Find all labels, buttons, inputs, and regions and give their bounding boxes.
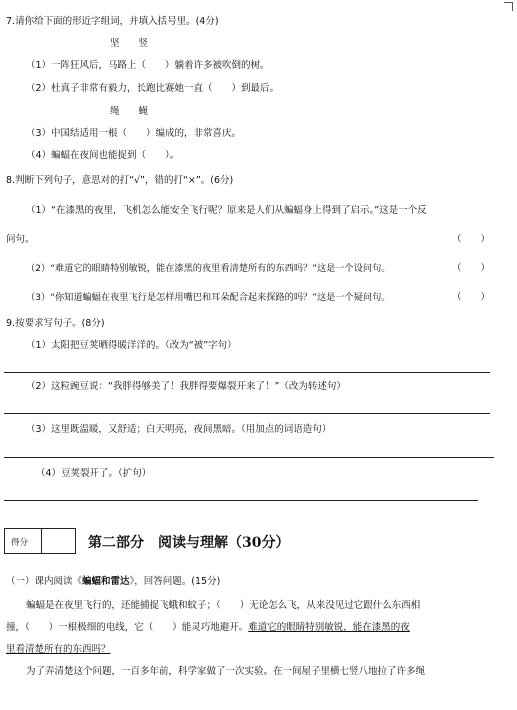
score-label: 得分 — [11, 538, 29, 548]
q7-chars-group1: 坚 竖 — [110, 38, 149, 49]
q8-answer2-parens: （ ） — [452, 263, 491, 274]
reading-p1-line2-text: 撞，（ ）一根极细的电线，它（ ）能灵巧地避开。 — [6, 622, 249, 633]
reading-heading-post: 》，回答问题。(15分) — [129, 576, 221, 587]
q9-sentence3: （3）这里既温暖，又舒适；白天明亮，夜间黑暗。（用加点的词语造句） — [26, 424, 332, 435]
reading-paragraph1-line3: 里看清楚所有的东西吗？ — [6, 644, 111, 655]
reading-paragraph1-line2 — [6, 622, 410, 634]
q9-answer-line1[interactable] — [4, 372, 490, 373]
reading-heading — [6, 576, 220, 588]
score-box — [4, 528, 76, 554]
q8-title: 8.判断下列句子，意思对的打“√”，错的打“×”。(6分) — [6, 175, 234, 186]
q8-sentence1-line2: 问句。 — [6, 234, 35, 245]
q7-sentence3: （3）中国结适用一根（ ）编成的，非常喜庆。 — [26, 128, 242, 139]
q8-answer3-parens: （ ） — [452, 292, 491, 303]
reading-p1-underlined-question: 难道它的眼睛特别敏锐，能在漆黑的夜 — [248, 622, 410, 633]
q9-sentence2: （2）这粒豌豆说：“我胖得够美了！我胖得要爆裂开来了！”（改为转述句） — [26, 381, 346, 392]
q8-answer1-parens: （ ） — [452, 234, 491, 245]
q7-sentence2: （2）杜真子非常有毅力，长跑比赛她一直（ ）到最后。 — [26, 83, 280, 94]
q9-sentence4: （4）豆荚裂开了。（扩句） — [36, 468, 152, 479]
q7-sentence4: （4）蝙蝠在夜间也能捉到（ ）。 — [26, 150, 180, 161]
score-box-divider — [41, 529, 42, 553]
reading-heading-title: 蝙蝠和雷达 — [82, 576, 130, 587]
q9-answer-line3[interactable] — [4, 457, 494, 458]
q9-answer-line4[interactable] — [4, 500, 478, 501]
q7-title: 7.请你给下面的形近字组词，并填入括号里。(4分) — [6, 16, 219, 27]
q9-title: 9.按要求写句子。(8分) — [6, 318, 105, 329]
reading-paragraph2-line1: 为了弄清楚这个问题，一百多年前，科学家做了一次实验。在一间屋子里横七竖八地拉了许多绳 — [26, 666, 426, 677]
q7-sentence1: （1）一阵狂风后，马路上（ ）躺着许多被吹倒的树。 — [26, 60, 270, 71]
q7-chars-group2: 绳 蝇 — [110, 106, 149, 117]
q8-sentence2: （2）“难道它的眼睛特别敏锐，能在漆黑的夜里看清楚所有的东西吗？”这是一个设问句。 — [26, 263, 391, 274]
q9-sentence1: （1）太阳把豆荚晒得暖洋洋的。（改为“被”字句） — [26, 340, 237, 351]
reading-heading-pre: （一）课内阅读《 — [6, 576, 83, 587]
page-corner-mark — [504, 2, 513, 11]
q8-sentence3: （3）“你知道蝙蝠在夜里飞行是怎样用嘴巴和耳朵配合起来探路的吗？”这是一个疑问句。 — [26, 292, 391, 303]
q8-sentence1-line1: （1）“在漆黑的夜里，飞机怎么能安全飞行呢？原来是人们从蝙蝠身上得到了启示。”这是一个反 — [26, 205, 427, 216]
q9-answer-line2[interactable] — [4, 413, 490, 414]
reading-paragraph1-line1: 蝙蝠是在夜里飞行的，还能捕捉飞蛾和蚊子；（ ）无论怎么飞，从来没见过它跟什么东西相 — [26, 600, 421, 611]
section2-title: 第二部分 阅读与理解（30分） — [88, 535, 290, 551]
